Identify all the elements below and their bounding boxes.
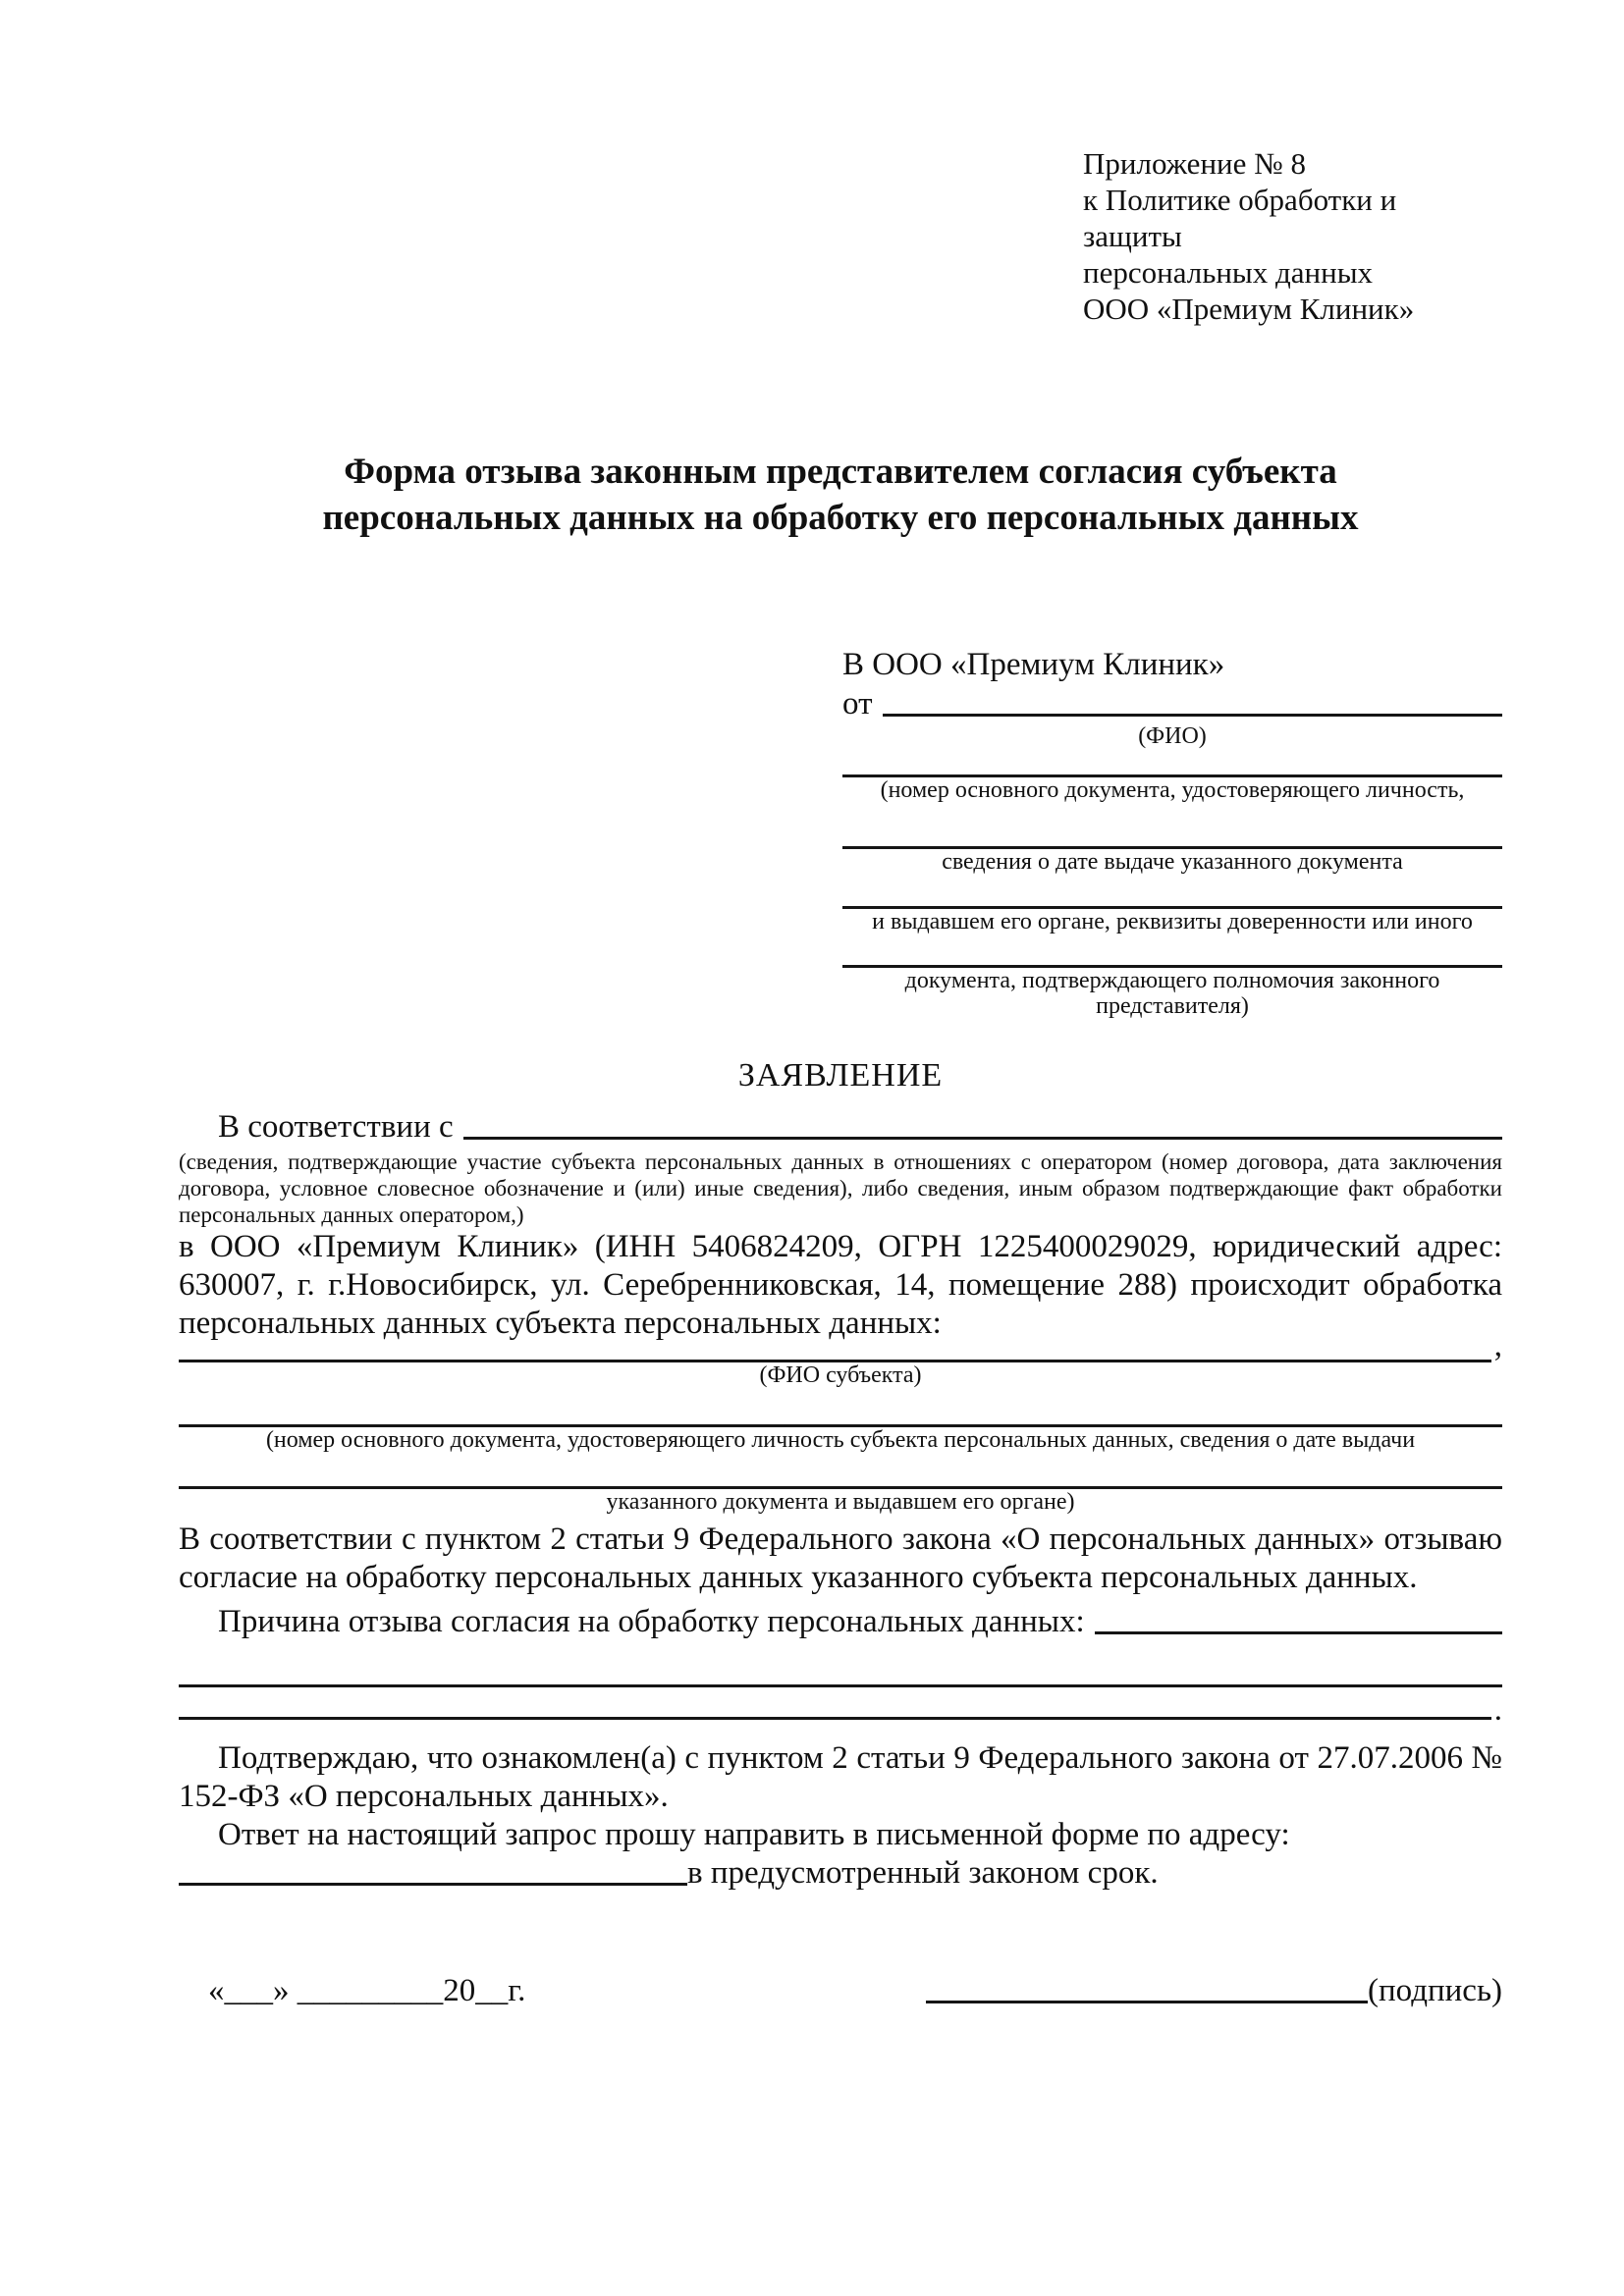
date-field: «___» _________20__г. [208,1973,526,2008]
from-blank-line [883,684,1503,717]
subject-doc-caption: (номер основного документа, удостоверяющего личность субъекта персональных данных, сведения о дате выдачи [265,1427,1416,1453]
intro-blank-line [463,1107,1502,1140]
subject-fio-row [179,1328,1502,1363]
representative-doc-caption: сведения о дате выдаче указанного документа [942,849,1403,875]
addressee-block [842,645,1502,1019]
appendix-note [1083,0,1502,327]
fio-caption: (ФИО) [1138,723,1207,749]
subject-fio-suffix: , [1493,1328,1502,1363]
appendix-note-line: ООО «Премиум Клиник» [1083,292,1415,326]
signature-row [179,1971,1502,2010]
reason-blank-line [179,1717,1491,1720]
representative-doc-caption: и выдавшем его органе, реквизиты доверенности или иного [872,909,1473,934]
operator-paragraph: в ООО «Премиум Клиник» (ИНН 5406824209, ОГРН 1225400029029, юридический адрес: 630007, г. г.Новосибирск, ул. Серебренниковская, 14, помещение 288) происходит обработка персональных данных субъекта персональных данных: [179,1229,1502,1341]
reason-blank-line [1095,1602,1502,1634]
page-title: Форма отзыва законным представителем согласия субъекта персональных данных на обработку его персональных данных [322,452,1359,538]
reason-blank-line [179,1646,1502,1687]
representative-doc-caption: (номер основного документа, удостоверяющего личность, [880,777,1465,803]
appendix-note-line: к Политике обработки и защиты [1083,183,1397,253]
signature-caption: (подпись) [1368,1973,1502,2008]
reason-row [179,1602,1502,1641]
appendix-note-line: Приложение № 8 [1083,146,1306,181]
intro-label: В соответствии с [218,1109,454,1145]
addressee-org: В ООО «Премиум Клиник» [842,647,1225,682]
from-label: от [842,686,873,721]
representative-doc-blank-line [842,875,1502,909]
response-address-row [179,1854,1502,1893]
subject-fio-caption: (ФИО субъекта) [759,1362,922,1388]
response-address-blank-line [179,1854,687,1886]
reason-label: Причина отзыва согласия на обработку персональных данных: [218,1604,1085,1639]
intro-row [179,1107,1502,1147]
statement-heading: ЗАЯВЛЕНИЕ [737,1057,944,1094]
response-paragraph: Ответ на настоящий запрос прошу направить в письменной форме по адресу: [218,1817,1290,1852]
reason-blank-row [179,1687,1502,1728]
representative-doc-caption: документа, подтверждающего полномочия законного представителя) [904,968,1440,1019]
withdrawal-paragraph: В соответствии с пунктом 2 статьи 9 Федерального закона «О персональных данных» отзываю согласие на обработку персональных данных указанного субъекта персональных данных. [179,1522,1502,1595]
consent-basis-note: (сведения, подтверждающие участие субъекта персональных данных в отношениях с оператором (номер договора, дата заключения договора, условное словесное обозначение и (или) иные сведения), либо сведения, иным образом подтверждающие факт обработки персональных данных оператором,) [179,1149,1502,1227]
reason-blank-suffix: . [1493,1692,1502,1728]
from-row [842,684,1502,723]
representative-doc-blank-line [842,803,1502,849]
signature-group [926,1971,1502,2010]
signature-blank-line [926,2001,1368,2003]
appendix-note-line: персональных данных [1083,255,1374,290]
representative-doc-blank-line [842,749,1502,777]
representative-doc-blank-line [842,934,1502,968]
acknowledgement-paragraph: Подтверждаю, что ознакомлен(а) с пунктом 2 статьи 9 Федерального закона от 27.07.2006 № 152-ФЗ «О персональных данных». [179,1740,1502,1814]
subject-doc-caption: указанного документа и выдавшем его органе) [606,1489,1075,1515]
response-suffix: в предусмотренный законом срок. [687,1855,1159,1891]
